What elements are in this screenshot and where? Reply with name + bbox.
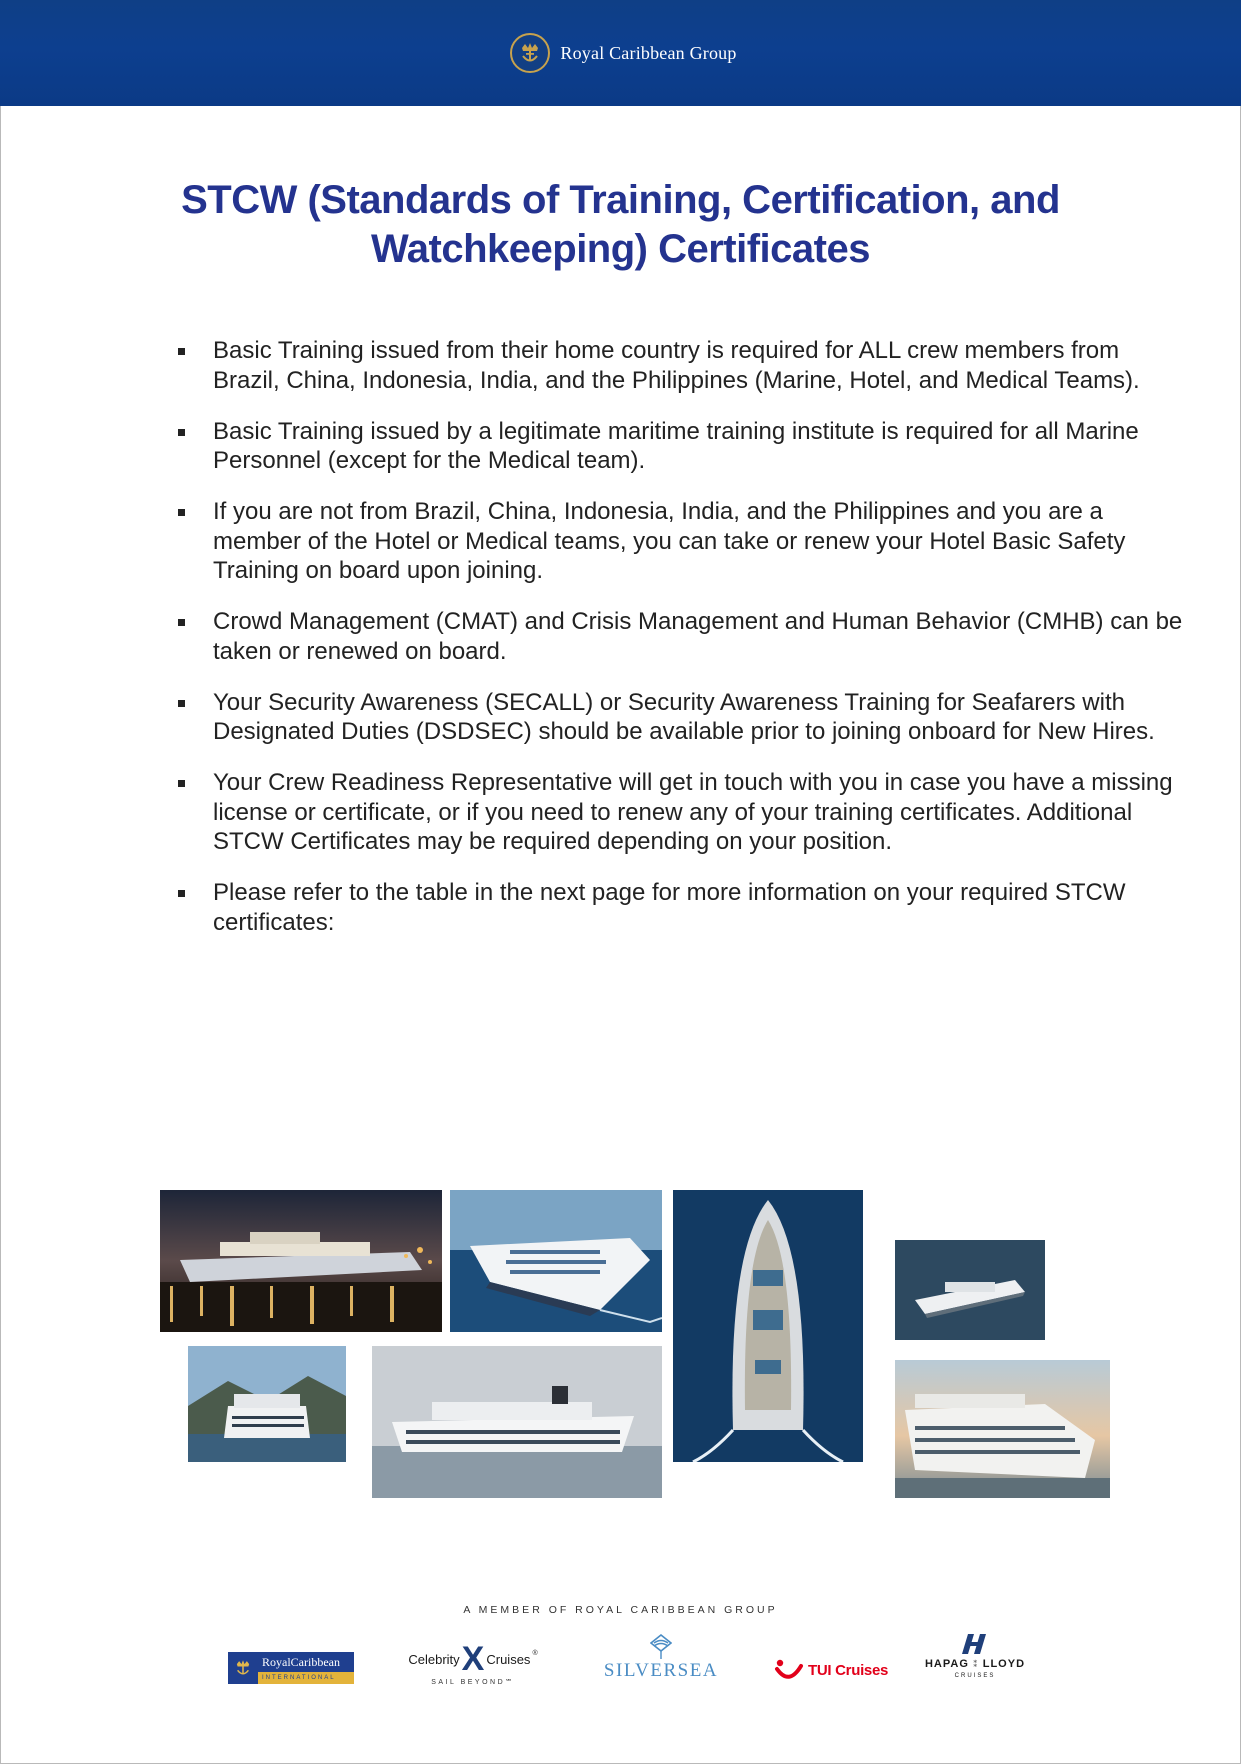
list-item [176,878,1186,937]
header-banner [0,0,1241,106]
brand-name: Royal Caribbean Group [560,42,737,63]
list-item-text: Your Crew Readiness Representative will get in touch with you in case you have a missing license or certificate, or if you need to renew any of your training certificates. Additional STCW Certificates may be required depending on your position. [213,769,1173,855]
silversea-logo [586,1634,736,1694]
square-bullet-icon [178,429,185,436]
royal-caribbean-logo [228,1652,354,1684]
ship-photo-aerial [673,1190,863,1462]
royal-logo-sub: INTERNATIONAL [258,1672,354,1684]
square-bullet-icon [178,700,185,707]
tui-cruises-logo [774,1652,904,1688]
page-title-line-2: Watchkeeping) Certificates [371,227,870,271]
ship-photo-night-harbor [160,1190,442,1332]
ship-photo-sunset [895,1360,1110,1498]
list-item-text: Please refer to the table in the next page for more information on your required STCW certificates: [213,879,1126,936]
celebrity-reg-mark: ® [532,1650,538,1657]
page-title [60,176,1181,274]
celebrity-logo-left: Celebrity [408,1651,460,1667]
ship-photo-small [895,1240,1045,1340]
brand-logos-row [220,1632,1040,1702]
hapag-separator-icon: ⁑ [972,1659,979,1669]
list-item-text: Basic Training issued from their home country is required for ALL crew members from Brazil, China, Indonesia, India, and the Philippines (Marine, Hotel, and Medical Teams). [213,337,1140,394]
hapag-left: HAPAG [924,1658,969,1670]
square-bullet-icon [178,619,185,626]
list-item [176,607,1186,666]
tui-smile-icon [774,1658,804,1682]
list-item [176,497,1186,586]
ship-photo-side-view [372,1346,662,1498]
ship-photo-collage [130,1170,1120,1540]
crown-anchor-icon [510,33,550,73]
requirements-list [176,336,1186,959]
brand [510,33,736,73]
hapag-lloyd-logo [920,1632,1030,1702]
celebrity-x-mark: X [461,1640,485,1678]
list-item-text: Basic Training issued by a legitimate maritime training institute is required for all Marine Personnel (except for the Medical team). [213,417,1139,474]
list-item [176,417,1186,476]
ship-photo-open-sea [450,1190,662,1332]
square-bullet-icon [178,509,185,516]
hapag-h-icon [920,1632,1030,1658]
list-item-text: If you are not from Brazil, China, Indonesia, India, and the Philippines and you are a member of the Hotel or Medical teams, you can take or renew your Hotel Basic Safety Training on board upon joining. [213,498,1126,584]
list-item [176,768,1186,857]
hapag-sub: CRUISES [954,1673,996,1679]
list-item [176,336,1186,395]
list-item-text: Your Security Awareness (SECALL) or Security Awareness Training for Seafarers with Designated Duties (DSDSEC) should be available prior to joining onboard for New Hires. [213,688,1155,745]
hapag-right: LLOYD [982,1658,1026,1670]
square-bullet-icon [178,348,185,355]
list-item [176,688,1186,747]
celebrity-tagline: SAIL BEYOND℠ [431,1679,515,1686]
ship-photo-fjord [188,1346,346,1462]
page-title-line-1: STCW (Standards of Training, Certification, and [181,178,1060,222]
crown-anchor-icon [228,1652,258,1684]
square-bullet-icon [178,890,185,897]
royal-logo-name: RoyalCaribbean [258,1652,354,1672]
celebrity-cruises-logo [398,1642,548,1702]
tui-wordmark: TUI Cruises [808,1661,889,1679]
celebrity-logo-right: Cruises [486,1651,531,1667]
square-bullet-icon [178,780,185,787]
silversea-wordmark: SILVERSEA [603,1660,719,1681]
list-item-text: Crowd Management (CMAT) and Crisis Management and Human Behavior (CMHB) can be taken or renewed on board. [213,608,1183,665]
member-tagline: A MEMBER OF ROYAL CARIBBEAN GROUP [463,1604,778,1616]
silversea-wave-icon [586,1634,736,1660]
